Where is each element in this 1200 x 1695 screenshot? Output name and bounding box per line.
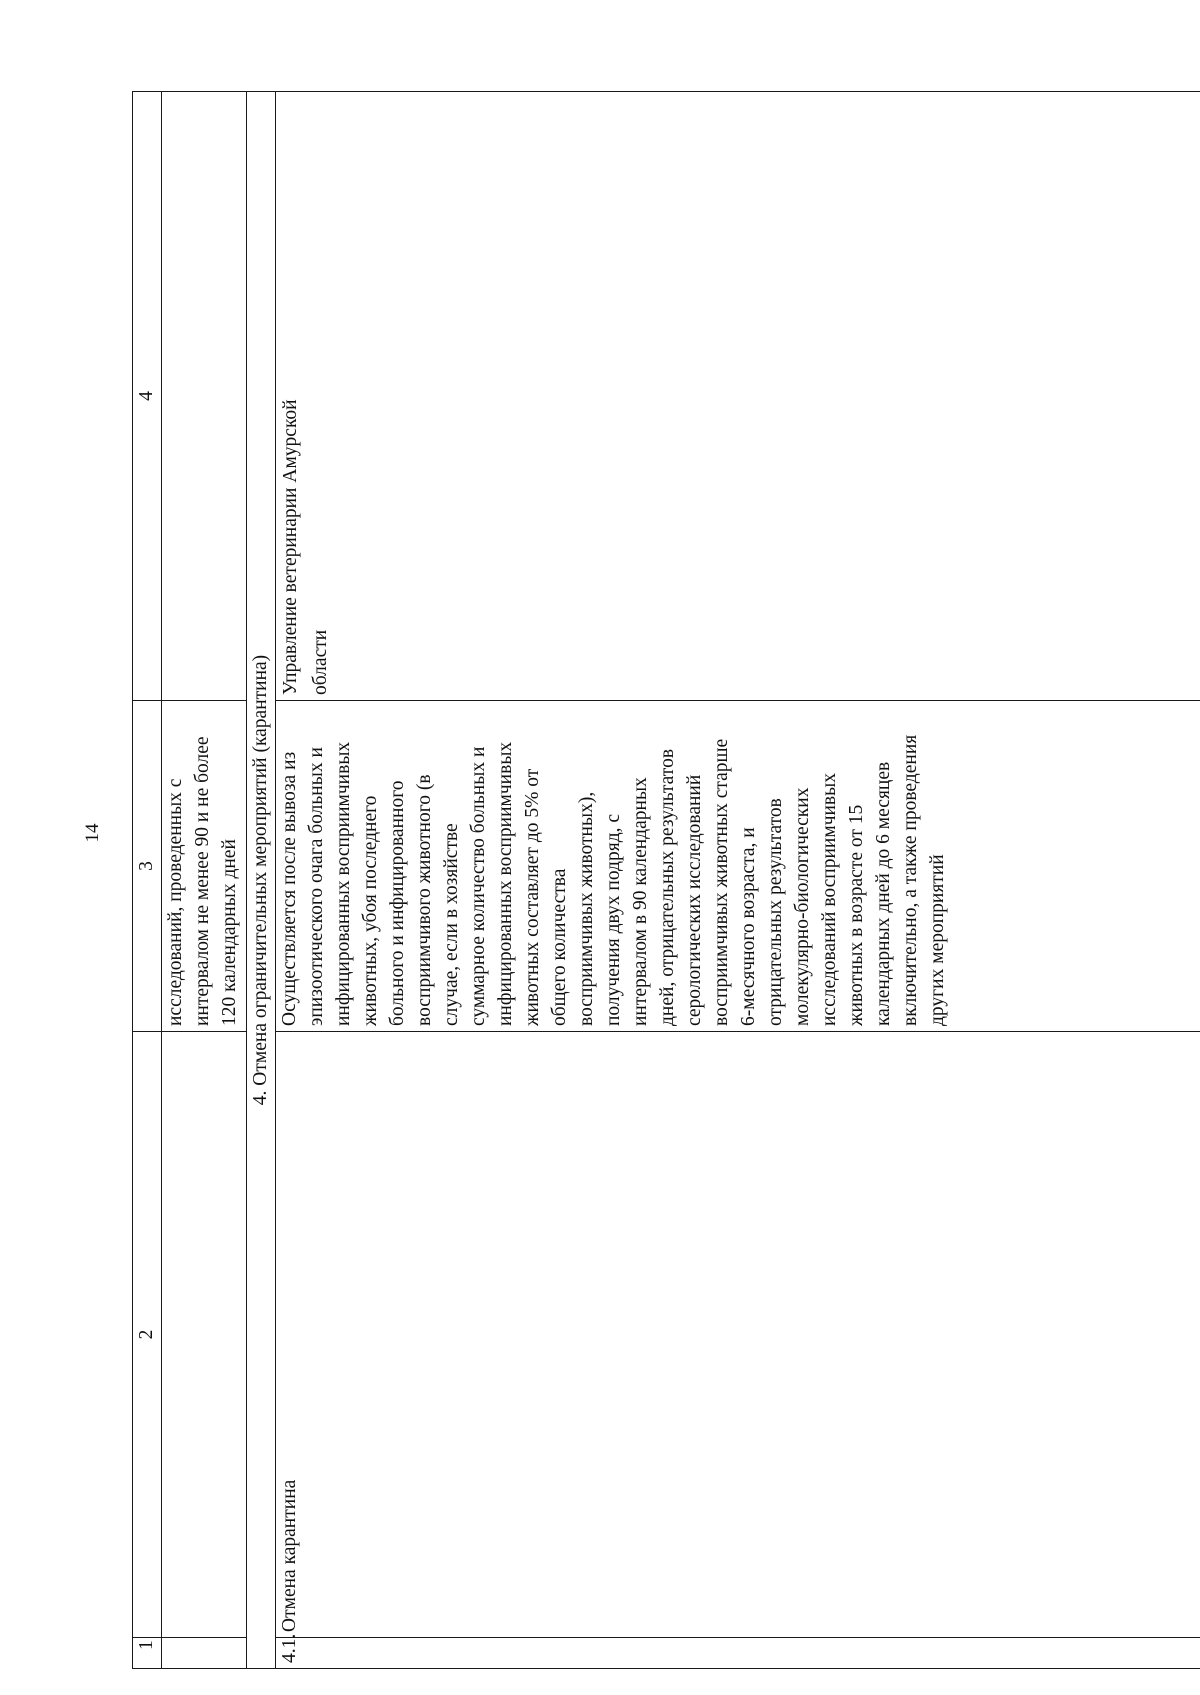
cell-responsible: Управление ветеринарии Амурской области (276, 92, 1200, 701)
section-row (247, 92, 276, 1669)
measures-table (132, 91, 1200, 1669)
page-number: 14 (82, 823, 103, 843)
section-title: 4. Отмена ограничительных мероприятий (карантина) (247, 92, 276, 1669)
cell-number: 4.1. (276, 1638, 1200, 1669)
cell-measure (162, 1032, 247, 1638)
cell-responsible (162, 92, 247, 701)
header-col-4: 4 (133, 92, 162, 701)
header-col-2: 2 (133, 1032, 162, 1638)
cell-measure: Отмена карантина (276, 1032, 1200, 1638)
cell-number (162, 1638, 247, 1669)
table-row-4-1 (276, 92, 1200, 1669)
table-row-continuation (162, 92, 247, 1669)
cell-terms: исследований, проведенных с интервалом не менее 90 и не более 120 календарных дней (162, 701, 247, 1032)
header-col-3: 3 (133, 701, 162, 1032)
cell-terms: Осуществляется после вывоза из эпизоотического очага больных и инфицированных восприимчивых животных, убоя последнего больного и инфицированного восприимчивого животного (в случае, если в хозяйстве суммарное количество больных и инфицированных восприимчивых животных составляет до 5% от общего количества восприимчивых животных), получения двух подряд, с интервалом в 90 календарных дней, отрицательных результатов серологических исследований восприимчивых животных старше 6-месячного возраста, и отрицательных результатов молекулярно-биологических исследований восприимчивых животных в возрасте от 15 календарных дней до 6 месяцев включительно, а также проведения других мероприятий (276, 701, 1200, 1032)
table-header-row (133, 92, 162, 1669)
rotated-table-area (132, 92, 1200, 1669)
table-content (132, 92, 1200, 1669)
header-col-1: 1 (133, 1638, 162, 1669)
